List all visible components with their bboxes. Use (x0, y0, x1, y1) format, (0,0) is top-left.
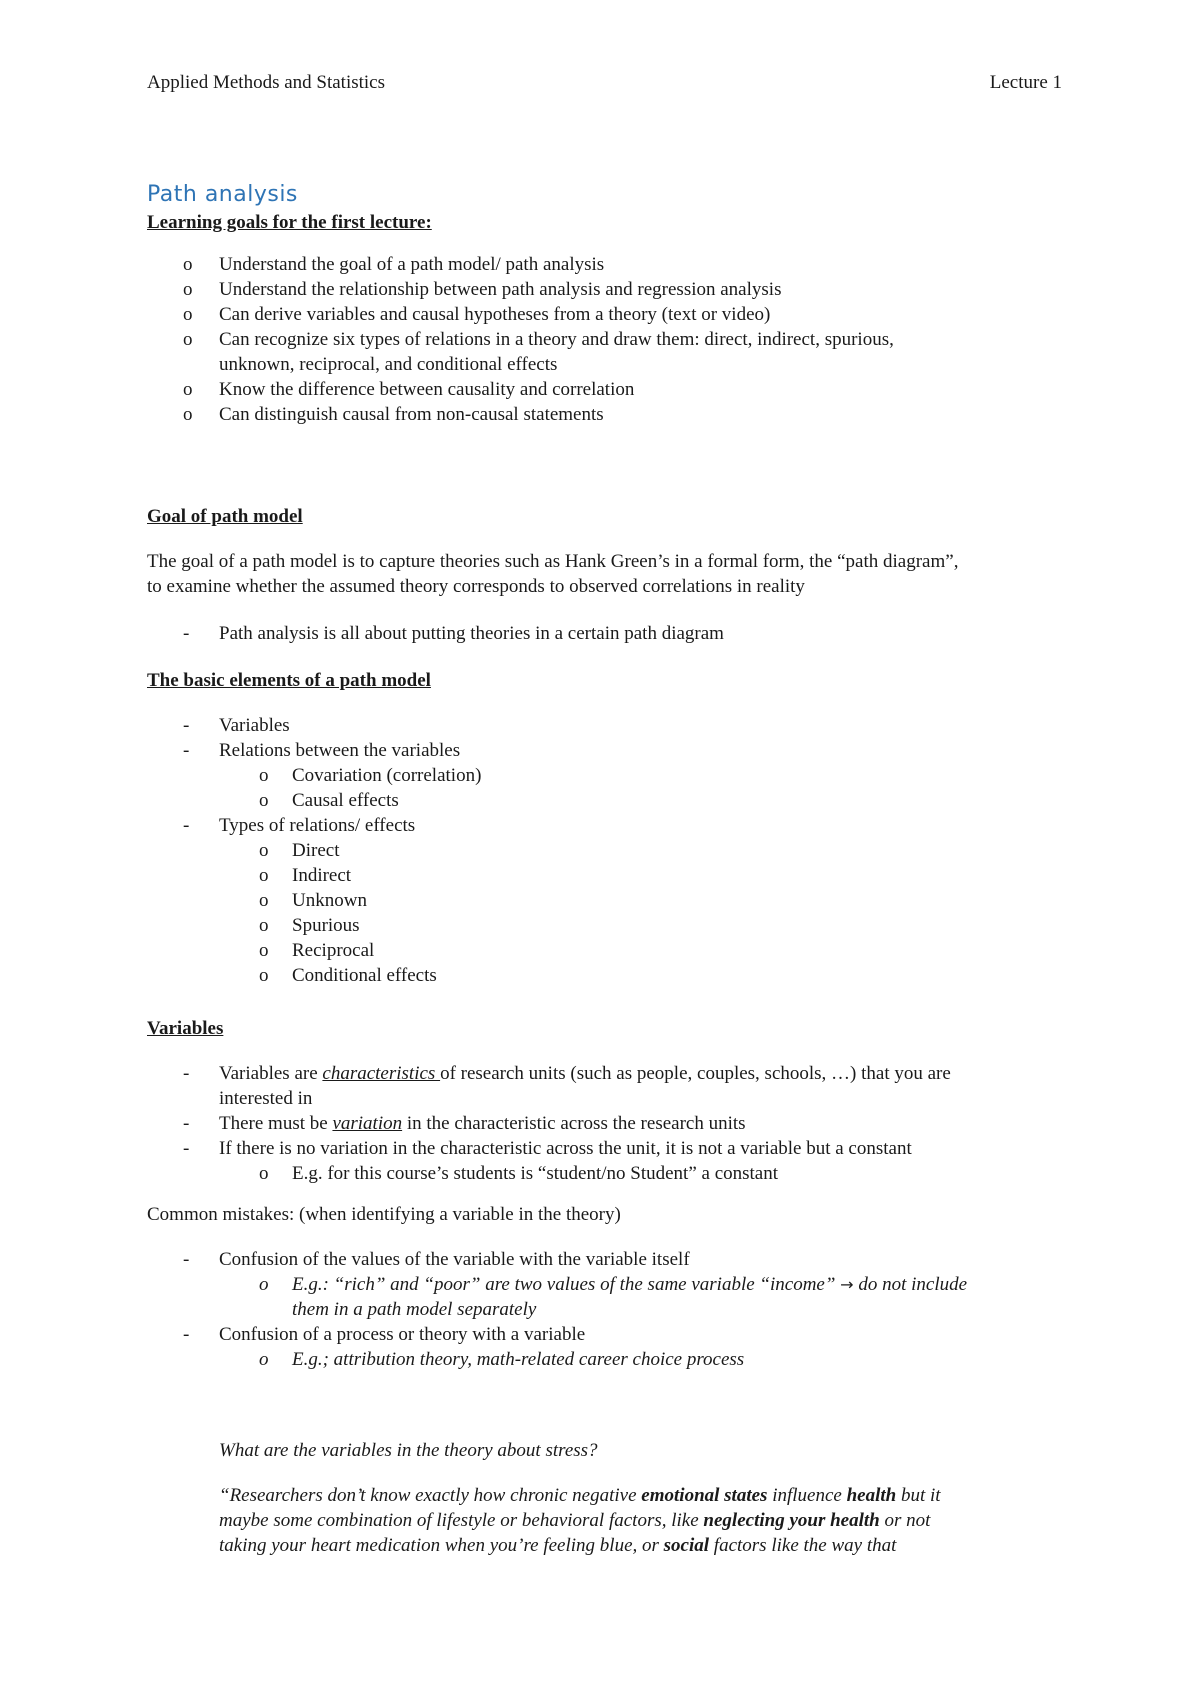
goal-section (147, 504, 1062, 646)
variables-heading: Variables (147, 1018, 224, 1039)
learning-goals-heading: Learning goals for the first lecture: (147, 212, 432, 233)
running-header (147, 70, 1062, 96)
list-item: o Direct (259, 840, 340, 861)
header-lecture: Lecture 1 (989, 72, 1062, 93)
list-item: - Confusion of the values of the variable with the variable itself (183, 1249, 690, 1270)
question-text: What are the variables in the theory about stress? (219, 1440, 598, 1461)
list-item: - Path analysis is all about putting theories in a certain path diagram (183, 623, 724, 644)
list-item: o Causal effects (259, 790, 399, 811)
list-item: o Understand the relationship between path analysis and regression analysis (183, 279, 782, 300)
arrow-right-icon: → (840, 1275, 854, 1294)
list-item: o Can recognize six types of relations in a theory and draw them: direct, indirect, spurious, unknown, reciprocal, and conditional effects (183, 329, 894, 375)
list-item: o Covariation (correlation) (259, 765, 482, 786)
quote-paragraph: “Researchers don’t know exactly how chronic negative emotional states influence health but it maybe some combination of lifestyle or behavioral factors, like neglecting your health or not taking your heart medication when you’re feeling blue, or social factors like the way that (219, 1485, 941, 1556)
list-item: o Indirect (259, 865, 352, 886)
list-item: o Conditional effects (259, 965, 437, 986)
goal-paragraph: The goal of a path model is to capture theories such as Hank Green’s in a formal form, the “path diagram”, to examine whether the assumed theory corresponds to observed correlations in reality (147, 551, 959, 597)
question-section (147, 1438, 1062, 1558)
list-item: o Understand the goal of a path model/ path analysis (183, 254, 605, 275)
learning-goals-list (147, 252, 1062, 427)
list-item: - Relations between the variables (183, 740, 461, 761)
elements-section (147, 668, 1062, 988)
list-item: - Variables (183, 715, 290, 736)
list-item: - If there is no variation in the characteristic across the unit, it is not a variable but a constant (183, 1138, 912, 1159)
list-item: - Variables are characteristics of research units (such as people, couples, schools, …) that you are interested in (183, 1063, 951, 1109)
goal-heading: Goal of path model (147, 506, 303, 527)
list-item: o E.g. for this course’s students is “student/no Student” a constant (259, 1163, 779, 1184)
list-item: o Can distinguish causal from non-causal statements (183, 404, 604, 425)
list-item: o E.g.: “rich” and “poor” are two values of the same variable “income” → do not include them in a path model separately (259, 1274, 968, 1320)
mistakes-section (147, 1202, 1062, 1372)
list-item: - There must be variation in the characteristic across the research units (183, 1113, 746, 1134)
list-item: o Reciprocal (259, 940, 375, 961)
list-item: o Unknown (259, 890, 367, 911)
list-item: o Know the difference between causality and correlation (183, 379, 635, 400)
list-item: o Spurious (259, 915, 360, 936)
list-item: o E.g.; attribution theory, math-related career choice process (259, 1349, 745, 1370)
learning-goals (147, 210, 1062, 427)
mistakes-intro: Common mistakes: (when identifying a variable in the theory) (147, 1204, 621, 1225)
variables-section (147, 1016, 1062, 1186)
header-course: Applied Methods and Statistics (147, 72, 386, 93)
list-item: o Can derive variables and causal hypotheses from a theory (text or video) (183, 304, 771, 325)
list-item: - Confusion of a process or theory with a variable (183, 1324, 586, 1345)
page-title: Path analysis (147, 182, 298, 207)
elements-heading: The basic elements of a path model (147, 670, 431, 691)
list-item: - Types of relations/ effects (183, 815, 416, 836)
